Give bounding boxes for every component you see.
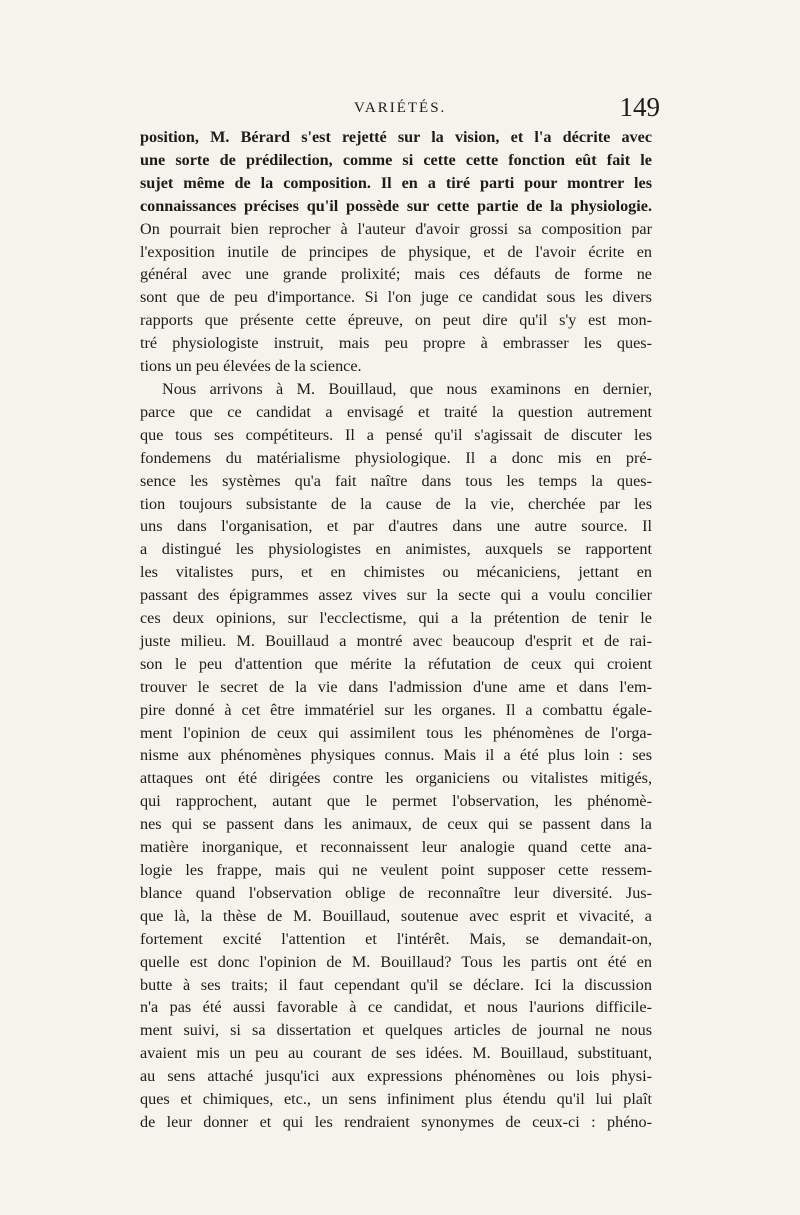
text-line: avaient mis un peu au courant de ses idées. M. Bouillaud, substituant, [140,1044,652,1063]
text-line: blance quand l'observation oblige de reconnaître leur diversité. Jus- [140,883,652,902]
text-line: au sens attaché jusqu'ici aux expressions phénomènes ou lois physi- [140,1067,652,1086]
text-line: rapports que présente cette épreuve, on peut dire qu'il s'y est mon- [140,311,652,330]
text-line: nes qui se passent dans les animaux, de ceux qui se passent dans la [140,815,652,834]
text-line: a distingué les physiologistes en animistes, auxquels se rapportent [140,540,652,559]
text-line: tions un peu élevées de la science. [140,357,362,376]
text-line: uns dans l'organisation, et par d'autres dans une autre source. Il [140,517,652,536]
running-title: VARIÉTÉS. [354,100,447,116]
text-line: On pourrait bien reprocher à l'auteur d'avoir grossi sa composition par [140,219,652,238]
text-line: attaques ont été dirigées contre les organiciens ou vitalistes mitigés, [140,769,652,788]
body-text [140,126,652,1134]
running-head [140,92,660,126]
text-line: que tous ses compétiteurs. Il a pensé qu'il s'agissait de discuter les [140,425,652,444]
text-line: sujet même de la composition. Il en a tiré parti pour montrer les [140,173,652,192]
text-line: logie les frappe, mais qui ne veulent point supposer cette ressem- [140,861,652,879]
text-line: position, M. Bérard s'est rejetté sur la vision, et l'a décrite avec [140,128,652,146]
text-line: juste milieu. M. Bouillaud a montré avec beaucoup d'esprit et de rai- [140,631,652,650]
text-line: sence les systèmes qu'a fait naître dans tous les temps la ques- [140,471,652,490]
text-line: fondemens du matérialisme physiologique. Il a donc mis en pré- [140,448,652,467]
text-line: Nous arrivons à M. Bouillaud, que nous examinons en dernier, [162,379,652,398]
text-line: les vitalistes purs, et en chimistes ou mécaniciens, jettant en [140,563,652,582]
text-line: son le peu d'attention que mérite la réfutation de ceux qui croient [140,654,652,673]
text-line: général avec une grande prolixité; mais ces défauts de forme ne [140,265,652,284]
text-line: matière inorganique, et reconnaissent leur analogie quand cette ana- [140,838,652,857]
text-line: quelle est donc l'opinion de M. Bouillaud? Tous les partis ont été en [140,952,652,971]
text-line: ment suivi, si sa dissertation et quelques articles de journal ne nous [140,1021,652,1040]
text-line: ment l'opinion de ceux qui assimilent tous les phénomènes de l'orga- [140,723,652,742]
text-line: sont que de peu d'importance. Si l'on juge ce candidat sous les divers [140,288,652,307]
text-line: l'exposition inutile de principes de physique, et de l'avoir écrite en [140,242,652,261]
text-line: butte à ses traits; il faut cependant qu'il se déclare. Ici la discussion [140,975,652,994]
text-line: fortement excité l'attention et l'intérêt. Mais, se demandait-on, [140,929,652,948]
text-line: parce que ce candidat a envisagé et traité la question autrement [140,402,652,421]
page-number: 149 [619,92,660,122]
text-line: tré physiologiste instruit, mais peu propre à embrasser les ques- [140,334,652,353]
text-line: n'a pas été aussi favorable à ce candidat, et nous l'aurions difficile- [140,998,652,1017]
text-line: tion toujours subsistante de la cause de la vie, cherchée par les [140,494,652,513]
text-line: connaissances précises qu'il possède sur cette partie de la physiologie. [140,196,652,215]
text-line: pire donné à cet être immatériel sur les organes. Il a combattu égale- [140,700,652,719]
text-line: nisme aux phénomènes physiques connus. Mais il a été plus loin : ses [140,746,652,765]
text-line: qui rapprochent, autant que le permet l'observation, les phénomè- [140,792,652,811]
text-line: que là, la thèse de M. Bouillaud, soutenue avec esprit et vivacité, a [140,906,652,925]
text-line: trouver le secret de la vie dans l'admission d'une ame et dans l'em- [140,677,652,696]
text-line: passant des épigrammes assez vives sur la secte qui a voulu concilier [140,586,652,605]
text-line: de leur donner et qui les rendraient synonymes de ceux-ci : phéno- [140,1112,652,1131]
text-line: une sorte de prédilection, comme si cette cette fonction eût fait le [140,150,652,169]
text-line: ces deux opinions, sur l'ecclectisme, qui a la prétention de tenir le [140,609,652,628]
text-line: ques et chimiques, etc., un sens infiniment plus étendu qu'il lui plaît [140,1090,652,1109]
